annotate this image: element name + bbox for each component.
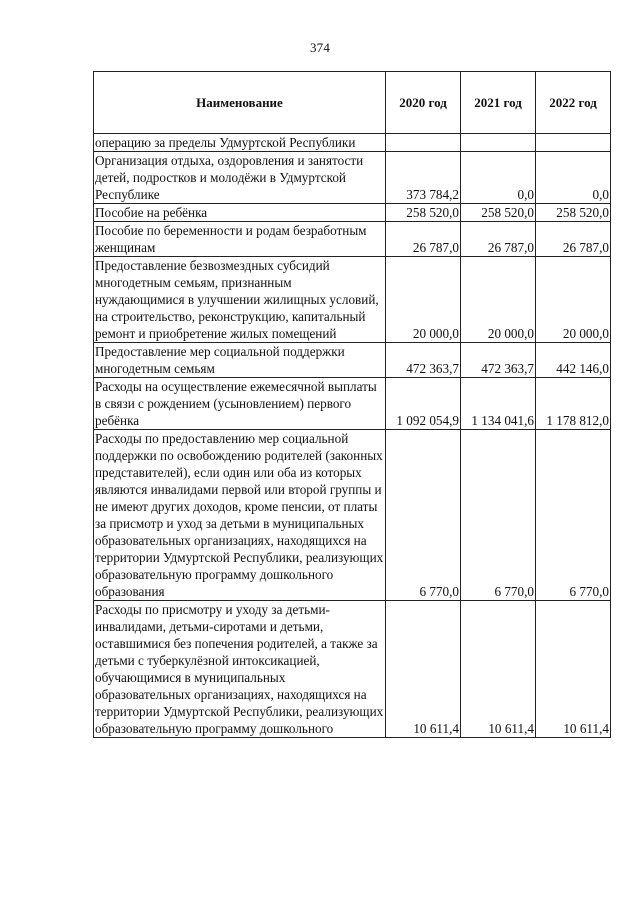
table-row [94,430,611,601]
row-value-2021: 6 770,0 [461,430,536,601]
row-value-2022 [536,134,611,152]
header-name: Наименование [94,72,386,134]
page-number: 374 [309,40,331,55]
table-row [94,134,611,152]
row-value-2022: 10 611,4 [536,601,611,738]
row-name: Организация отдыха, оздоровления и занятости детей, подростков и молодёжи в Удмуртской Республике [94,152,386,204]
row-name: операцию за пределы Удмуртской Республики [94,134,386,152]
row-value-2022: 0,0 [536,152,611,204]
table-row [94,204,611,222]
budget-table [93,71,611,738]
row-value-2022: 26 787,0 [536,222,611,257]
row-name: Пособие по беременности и родам безработным женщинам [94,222,386,257]
table-row [94,378,611,430]
row-value-2022: 1 178 812,0 [536,378,611,430]
row-value-2021: 20 000,0 [461,257,536,343]
table-row [94,152,611,204]
row-name: Пособие на ребёнка [94,204,386,222]
header-2021: 2021 год [461,72,536,134]
row-value-2020: 472 363,7 [386,343,461,378]
row-value-2021: 10 611,4 [461,601,536,738]
row-name: Расходы на осуществление ежемесячной выплаты в связи с рождением (усыновлением) первого ребёнка [94,378,386,430]
row-value-2020 [386,134,461,152]
row-name: Предоставление безвозмездных субсидий многодетным семьям, признанным нуждающимися в улучшении жилищных условий, на строительство, реконструкцию, капитальный ремонт и приобретение жилых помещений [94,257,386,343]
header-2022: 2022 год [536,72,611,134]
row-value-2021: 0,0 [461,152,536,204]
row-value-2020: 258 520,0 [386,204,461,222]
row-value-2021 [461,134,536,152]
row-name: Предоставление мер социальной поддержки многодетным семьям [94,343,386,378]
row-value-2022: 20 000,0 [536,257,611,343]
row-value-2021: 472 363,7 [461,343,536,378]
table-row [94,257,611,343]
row-value-2021: 26 787,0 [461,222,536,257]
table-header-row [94,72,611,134]
row-name: Расходы по присмотру и уходу за детьми-инвалидами, детьми-сиротами и детьми, оставшимися без попечения родителей, а также за детьми с туберкулёзной интоксикацией, обучающимися в муниципальных образовательных организациях, находящихся на территории Удмуртской Республики, реализующих образовательную программу дошкольного [94,601,386,738]
row-value-2020: 6 770,0 [386,430,461,601]
row-value-2021: 1 134 041,6 [461,378,536,430]
header-2020: 2020 год [386,72,461,134]
row-value-2020: 20 000,0 [386,257,461,343]
row-value-2022: 442 146,0 [536,343,611,378]
table-row [94,222,611,257]
row-value-2020: 373 784,2 [386,152,461,204]
row-value-2022: 6 770,0 [536,430,611,601]
table-row [94,343,611,378]
row-value-2020: 26 787,0 [386,222,461,257]
row-value-2022: 258 520,0 [536,204,611,222]
row-value-2020: 1 092 054,9 [386,378,461,430]
table-row [94,601,611,738]
row-name: Расходы по предоставлению мер социальной поддержки по освобождению родителей (законных представителей), если один или оба из которых являются инвалидами первой или второй группы и не имеют других доходов, кроме пенсии, от платы за присмотр и уход за детьми в муниципальных образовательных организациях, находящихся на территории Удмуртской Республики, реализующих образовательную программу дошкольного образования [94,430,386,601]
row-value-2021: 258 520,0 [461,204,536,222]
row-value-2020: 10 611,4 [386,601,461,738]
